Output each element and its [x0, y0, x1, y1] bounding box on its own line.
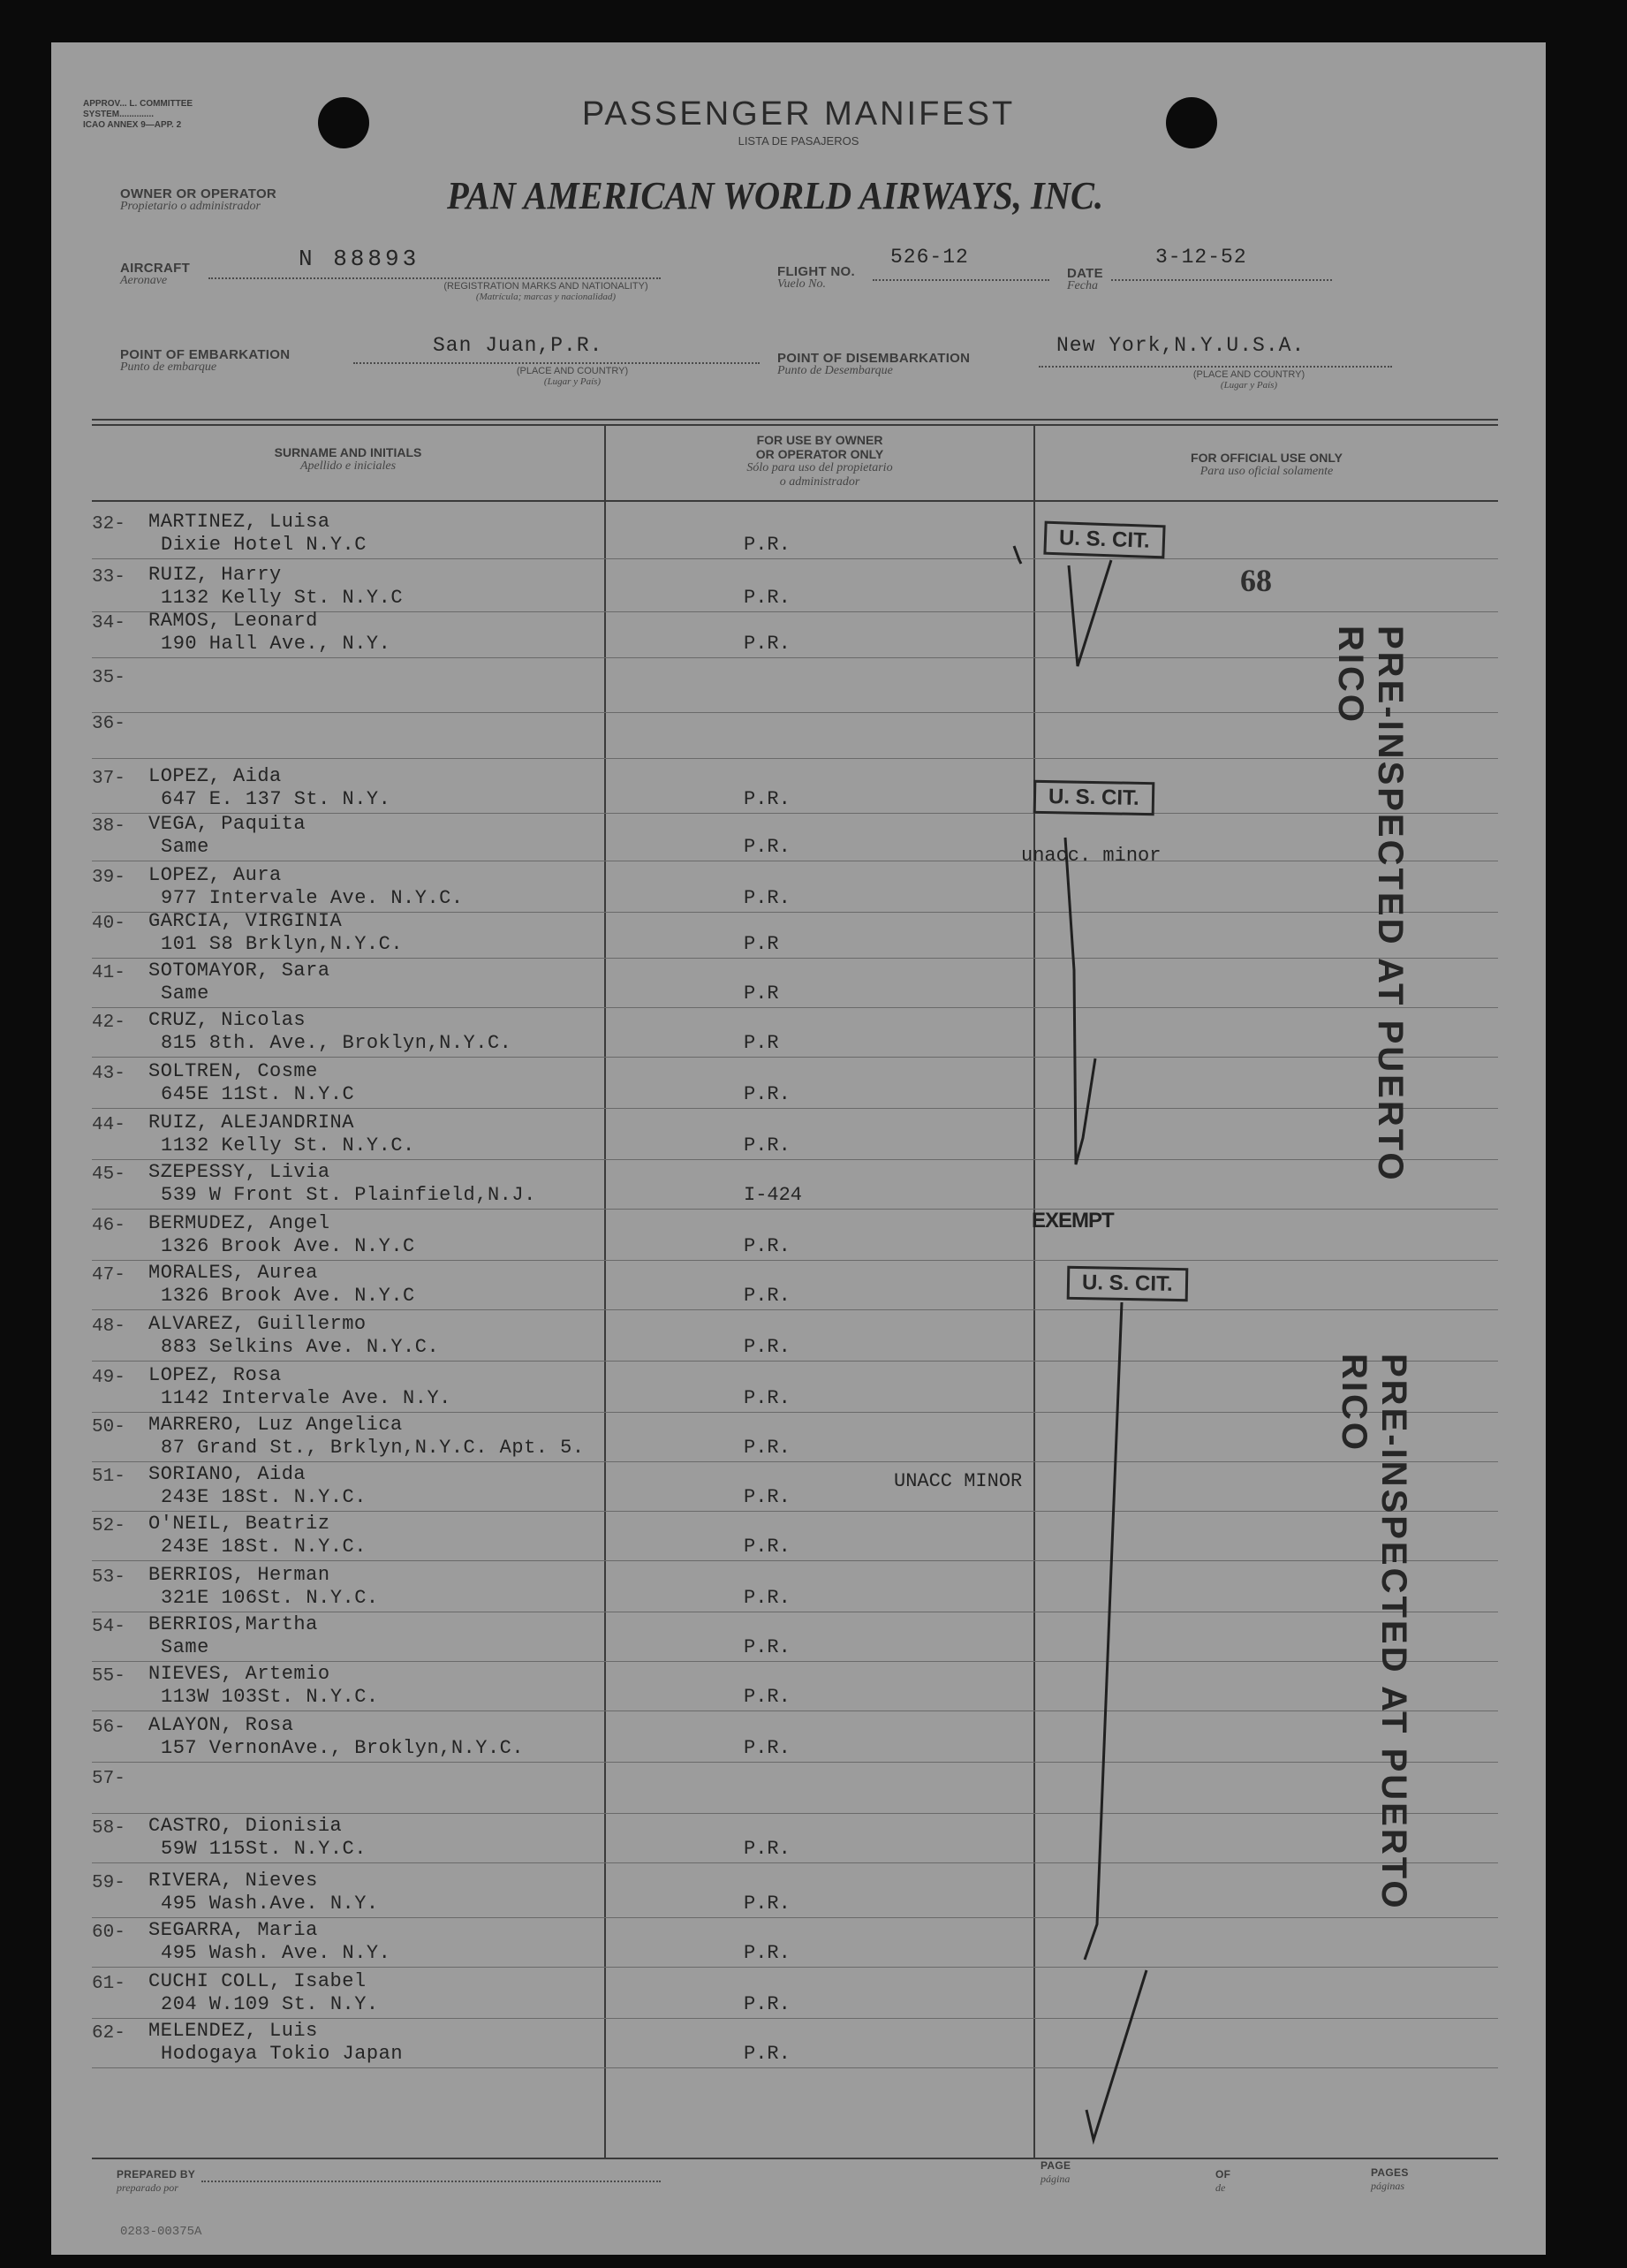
passenger-name: NIEVES, Artemio — [148, 1663, 330, 1685]
pages-label: PAGES — [1371, 2166, 1409, 2179]
row-number: 61- — [92, 1974, 125, 1994]
passenger-name: GARCIA, VIRGINIA — [148, 910, 343, 932]
col-header-official — [1035, 451, 1498, 479]
passenger-address: 495 Wash. Ave. N.Y. — [161, 1942, 391, 1964]
row-rule — [92, 657, 1498, 658]
col-header-official-label: FOR OFFICIAL USE ONLY — [1191, 451, 1343, 465]
check-mark-5 — [1086, 1970, 1146, 2140]
row-number: 39- — [92, 868, 125, 888]
passenger-address: 321E 106St. N.Y.C. — [161, 1587, 379, 1609]
col-header-name-label-es: Apellido e iniciales — [299, 459, 397, 473]
of-label: OF — [1215, 2168, 1231, 2181]
row-number: 46- — [92, 1216, 125, 1236]
row-number: 40- — [92, 914, 125, 934]
passenger-name: O'NEIL, Beatriz — [148, 1513, 330, 1535]
form-number: 0283-00375A — [120, 2225, 202, 2239]
row-number: 47- — [92, 1265, 125, 1286]
table-top-rule-2 — [92, 424, 1498, 426]
passenger-address: 101 S8 Brklyn,N.Y.C. — [161, 933, 404, 955]
operator-code: P.R — [744, 982, 779, 1005]
row-number: 48- — [92, 1316, 125, 1337]
date-value: 3-12-52 — [1155, 246, 1247, 269]
embark-label-es: Punto de embarque — [120, 360, 217, 374]
col-header-operator-l2: OR OPERATOR ONLY — [755, 447, 884, 461]
passenger-address: 243E 18St. N.Y.C. — [161, 1536, 367, 1558]
passenger-address: Dixie Hotel N.Y.C — [161, 534, 367, 556]
row-number: 38- — [92, 816, 125, 837]
row-rule — [92, 1209, 1498, 1210]
passenger-name: RIVERA, Nieves — [148, 1870, 318, 1892]
row-number: 58- — [92, 1818, 125, 1839]
col-header-name-label: SURNAME AND INITIALS — [274, 445, 422, 459]
passenger-address: Same — [161, 1636, 209, 1658]
prepared-by-block — [117, 2168, 195, 2194]
disembark-sub-es: (Lugar y País) — [1220, 380, 1278, 391]
us-citizen-stamp-2: U. S. CIT. — [1033, 780, 1154, 815]
page-label: PAGE — [1041, 2159, 1071, 2172]
page-block — [1041, 2159, 1071, 2185]
passenger-name: RAMOS, Leonard — [148, 610, 318, 632]
date-label-block — [1067, 267, 1103, 292]
operator-code: P.R. — [744, 1336, 791, 1358]
passenger-address: 539 W Front St. Plainfield,N.J. — [161, 1184, 536, 1206]
row-number: 34- — [92, 613, 125, 633]
date-underline — [1111, 279, 1332, 281]
aircraft-sub-es: (Matrícula; marcas y nacionalidad) — [475, 292, 617, 302]
embark-label: POINT OF EMBARKATION — [120, 347, 291, 362]
passenger-name: RUIZ, ALEJANDRINA — [148, 1111, 354, 1134]
col-header-name — [92, 445, 604, 474]
passenger-address: 1132 Kelly St. N.Y.C — [161, 587, 404, 609]
row-rule — [92, 1511, 1498, 1512]
row-rule — [92, 1057, 1498, 1058]
approval-line-3: ICAO ANNEX 9—APP. 2 — [83, 120, 182, 130]
check-mark-3 — [1065, 838, 1095, 1164]
passenger-name: SOTOMAYOR, Sara — [148, 960, 330, 982]
passenger-address: 59W 115St. N.Y.C. — [161, 1838, 367, 1860]
table-top-rule-1 — [92, 419, 1498, 421]
operator-code: P.R. — [744, 1134, 791, 1157]
row-rule — [92, 1813, 1498, 1814]
unacc-minor-note-2: UNACC MINOR — [894, 1470, 1023, 1492]
row-rule — [92, 1309, 1498, 1310]
passenger-name: MORALES, Aurea — [148, 1262, 318, 1284]
owner-label: OWNER OR OPERATOR — [120, 186, 277, 201]
disembark-sub-block — [1143, 369, 1355, 391]
passenger-name: CRUZ, Nicolas — [148, 1009, 306, 1031]
flight-label: FLIGHT NO. — [777, 264, 855, 279]
row-number: 35- — [92, 668, 125, 688]
disembark-sub: (PLACE AND COUNTRY) — [1192, 369, 1305, 380]
row-rule — [92, 1560, 1498, 1561]
row-rule — [92, 758, 1498, 759]
us-citizen-stamp-1: U. S. CIT. — [1043, 521, 1165, 559]
row-rule — [92, 1661, 1498, 1662]
operator-code: P.R. — [744, 1437, 791, 1459]
of-block — [1215, 2168, 1230, 2194]
passenger-address: 157 VernonAve., Broklyn,N.Y.C. — [161, 1737, 525, 1759]
passenger-address: 883 Selkins Ave. N.Y.C. — [161, 1336, 440, 1358]
col-header-official-label-es: Para uso oficial solamente — [1199, 465, 1334, 478]
row-number: 45- — [92, 1164, 125, 1185]
operator-code: P.R. — [744, 1235, 791, 1257]
disembark-value: New York,N.Y.U.S.A. — [1056, 334, 1305, 357]
embark-value: San Juan,P.R. — [433, 334, 603, 357]
prepared-by-label: PREPARED BY — [117, 2168, 196, 2181]
col-divider-1 — [604, 424, 606, 2158]
operator-code: I-424 — [744, 1184, 803, 1206]
disembark-label-es: Punto de Desembarque — [777, 364, 893, 377]
operator-code: P.R. — [744, 1686, 791, 1708]
row-rule — [92, 2067, 1498, 2068]
passenger-address: 1142 Intervale Ave. N.Y. — [161, 1387, 451, 1409]
operator-code: P.R. — [744, 633, 791, 655]
check-mark-4 — [1085, 1302, 1122, 1960]
operator-code: P.R. — [744, 788, 791, 810]
table-head-rule — [92, 500, 1498, 502]
row-rule — [92, 2018, 1498, 2019]
passenger-name: SEGARRA, Maria — [148, 1919, 318, 1941]
owner-value: PAN AMERICAN WORLD AIRWAYS, INC. — [447, 174, 1104, 217]
passenger-name: RUIZ, Harry — [148, 564, 282, 586]
passenger-address: Hodogaya Tokio Japan — [161, 2043, 404, 2065]
embark-sub-es: (Lugar y País) — [543, 376, 602, 387]
embark-underline — [353, 362, 760, 364]
passenger-address: 645E 11St. N.Y.C — [161, 1083, 355, 1105]
aircraft-value: N 88893 — [299, 246, 420, 272]
row-rule — [92, 1159, 1498, 1160]
passenger-name: MARTINEZ, Luisa — [148, 511, 330, 533]
passenger-name: CUCHI COLL, Isabel — [148, 1970, 367, 1992]
passenger-name: SOLTREN, Cosme — [148, 1060, 318, 1082]
row-number: 57- — [92, 1769, 125, 1789]
row-number: 36- — [92, 714, 125, 734]
operator-code: P.R. — [744, 1893, 791, 1915]
pre-inspected-stamp-1: PRE-INSPECTED AT PUERTO RICO — [1331, 626, 1410, 1183]
passenger-name: SZEPESSY, Livia — [148, 1161, 330, 1183]
disembark-underline — [1039, 366, 1392, 368]
row-rule — [92, 558, 1498, 559]
row-number: 59- — [92, 1873, 125, 1893]
unacc-minor-note-1: unacc. minor — [1021, 845, 1162, 867]
passenger-address: 243E 18St. N.Y.C. — [161, 1486, 367, 1508]
aircraft-label-block — [120, 262, 190, 287]
passenger-address: 190 Hall Ave., N.Y. — [161, 633, 391, 655]
row-number: 56- — [92, 1718, 125, 1738]
operator-code: P.R. — [744, 534, 791, 556]
pages-label-es: páginas — [1371, 2180, 1405, 2192]
check-mark-1 — [1014, 546, 1021, 564]
passenger-name: BERMUDEZ, Angel — [148, 1212, 330, 1234]
passenger-name: CASTRO, Dionisia — [148, 1815, 343, 1837]
row-number: 33- — [92, 567, 125, 588]
operator-code: P.R. — [744, 1942, 791, 1964]
row-number: 62- — [92, 2023, 125, 2044]
handwritten-count: 68 — [1240, 563, 1272, 598]
passenger-address: 1326 Brook Ave. N.Y.C — [161, 1235, 415, 1257]
aircraft-underline — [208, 277, 661, 279]
operator-code: P.R. — [744, 1838, 791, 1860]
passenger-address: 977 Intervale Ave. N.Y.C. — [161, 887, 464, 909]
col-header-operator-es1: Sólo para uso del propietario — [746, 461, 893, 474]
prepared-by-label-es: preparado por — [117, 2181, 178, 2194]
row-rule — [92, 1967, 1498, 1968]
passenger-address: 87 Grand St., Brklyn,N.Y.C. Apt. 5. — [161, 1437, 585, 1459]
operator-code: P.R. — [744, 587, 791, 609]
row-rule — [92, 1007, 1498, 1008]
row-number: 54- — [92, 1617, 125, 1637]
passenger-address: Same — [161, 982, 209, 1005]
passenger-address: 815 8th. Ave., Broklyn,N.Y.C. — [161, 1032, 512, 1054]
row-number: 55- — [92, 1666, 125, 1687]
row-rule — [92, 1862, 1498, 1863]
row-rule — [92, 1108, 1498, 1109]
date-label-es: Fecha — [1067, 279, 1098, 292]
passenger-address: 113W 103St. N.Y.C. — [161, 1686, 379, 1708]
flight-underline — [873, 279, 1049, 281]
passenger-name: ALVAREZ, Guillermo — [148, 1313, 367, 1335]
row-number: 42- — [92, 1013, 125, 1033]
passenger-name: MELENDEZ, Luis — [148, 2020, 318, 2042]
operator-code: P.R. — [744, 1486, 791, 1508]
operator-code: P.R. — [744, 2043, 791, 2065]
passenger-address: Same — [161, 836, 209, 858]
row-rule — [92, 1461, 1498, 1462]
flight-value: 526-12 — [890, 246, 969, 269]
passenger-name: BERRIOS, Herman — [148, 1564, 330, 1586]
owner-label-es: Propietario o administrador — [120, 200, 261, 213]
row-number: 32- — [92, 514, 125, 535]
operator-code: P.R. — [744, 1993, 791, 2015]
operator-code: P.R. — [744, 1636, 791, 1658]
embark-label-block — [120, 348, 290, 374]
operator-code: P.R. — [744, 1737, 791, 1759]
page-label-es: página — [1041, 2173, 1071, 2185]
aircraft-sub: (REGISTRATION MARKS AND NATIONALITY) — [443, 281, 648, 292]
check-mark-2 — [1069, 560, 1111, 666]
disembark-label-block — [777, 352, 970, 377]
operator-code: P.R. — [744, 1587, 791, 1609]
row-number: 50- — [92, 1417, 125, 1437]
row-number: 44- — [92, 1115, 125, 1135]
row-rule — [92, 1917, 1498, 1918]
manifest-sheet — [51, 42, 1546, 2255]
operator-code: P.R. — [744, 1285, 791, 1307]
passenger-name: MARRERO, Luz Angelica — [148, 1414, 403, 1436]
row-rule — [92, 712, 1498, 713]
row-number: 52- — [92, 1516, 125, 1536]
passenger-address: 495 Wash.Ave. N.Y. — [161, 1893, 379, 1915]
passenger-address: 204 W.109 St. N.Y. — [161, 1993, 379, 2015]
aircraft-label: AIRCRAFT — [120, 261, 191, 276]
disembark-label: POINT OF DISEMBARKATION — [777, 351, 971, 366]
row-rule — [92, 1762, 1498, 1763]
passenger-address: 1132 Kelly St. N.Y.C. — [161, 1134, 415, 1157]
row-rule — [92, 1361, 1498, 1362]
row-number: 53- — [92, 1567, 125, 1588]
passenger-name: LOPEZ, Rosa — [148, 1364, 282, 1386]
operator-code: P.R. — [744, 836, 791, 858]
operator-code: P.R. — [744, 1083, 791, 1105]
footer-rule — [92, 2158, 1498, 2159]
flight-label-block — [777, 265, 855, 291]
flight-label-es: Vuelo No. — [777, 277, 826, 291]
passenger-name: LOPEZ, Aura — [148, 864, 282, 886]
operator-code: P.R. — [744, 887, 791, 909]
passenger-address: 647 E. 137 St. N.Y. — [161, 788, 391, 810]
col-header-operator-l1: FOR USE BY OWNER — [756, 433, 883, 447]
aircraft-sub-block — [369, 281, 723, 302]
passenger-name: ALAYON, Rosa — [148, 1714, 294, 1736]
row-number: 51- — [92, 1467, 125, 1487]
page-subtitle: LISTA DE PASAJEROS — [738, 134, 859, 148]
approval-line-1: APPROV... L. COMMITTEE — [83, 99, 193, 109]
col-divider-2 — [1033, 424, 1035, 2158]
operator-code: P.R. — [744, 1536, 791, 1558]
row-rule — [92, 1412, 1498, 1413]
owner-label-block — [120, 187, 276, 213]
operator-code: P.R. — [744, 1387, 791, 1409]
exempt-stamp: EXEMPT — [1032, 1209, 1114, 1233]
operator-code: P.R — [744, 933, 779, 955]
passenger-address: 1326 Brook Ave. N.Y.C — [161, 1285, 415, 1307]
page-title: PASSENGER MANIFEST — [581, 95, 1016, 133]
row-number: 41- — [92, 963, 125, 983]
prepared-by-underline — [201, 2181, 661, 2182]
embark-sub-block — [466, 366, 678, 387]
embark-sub: (PLACE AND COUNTRY) — [516, 366, 629, 376]
passenger-name: VEGA, Paquita — [148, 813, 306, 835]
row-number: 49- — [92, 1368, 125, 1388]
row-number: 43- — [92, 1064, 125, 1084]
row-rule — [92, 1260, 1498, 1261]
col-header-operator-es2: o administrador — [779, 475, 860, 489]
operator-code: P.R — [744, 1032, 779, 1054]
passenger-name: LOPEZ, Aida — [148, 765, 282, 787]
row-rule — [92, 1710, 1498, 1711]
passenger-name: BERRIOS,Martha — [148, 1613, 318, 1635]
pages-block — [1371, 2166, 1409, 2192]
col-header-operator — [606, 433, 1033, 489]
pre-inspected-stamp-2: PRE-INSPECTED AT PUERTO RICO — [1335, 1354, 1413, 1911]
approval-line-2: SYSTEM.............. — [83, 110, 155, 119]
date-label: DATE — [1067, 266, 1103, 281]
aircraft-label-es: Aeronave — [120, 274, 168, 287]
row-number: 37- — [92, 769, 125, 789]
of-label-es: de — [1215, 2181, 1226, 2194]
passenger-name: SORIANO, Aida — [148, 1463, 306, 1485]
us-citizen-stamp-3: U. S. CIT. — [1067, 1266, 1188, 1301]
row-rule — [92, 958, 1498, 959]
row-number: 60- — [92, 1923, 125, 1943]
